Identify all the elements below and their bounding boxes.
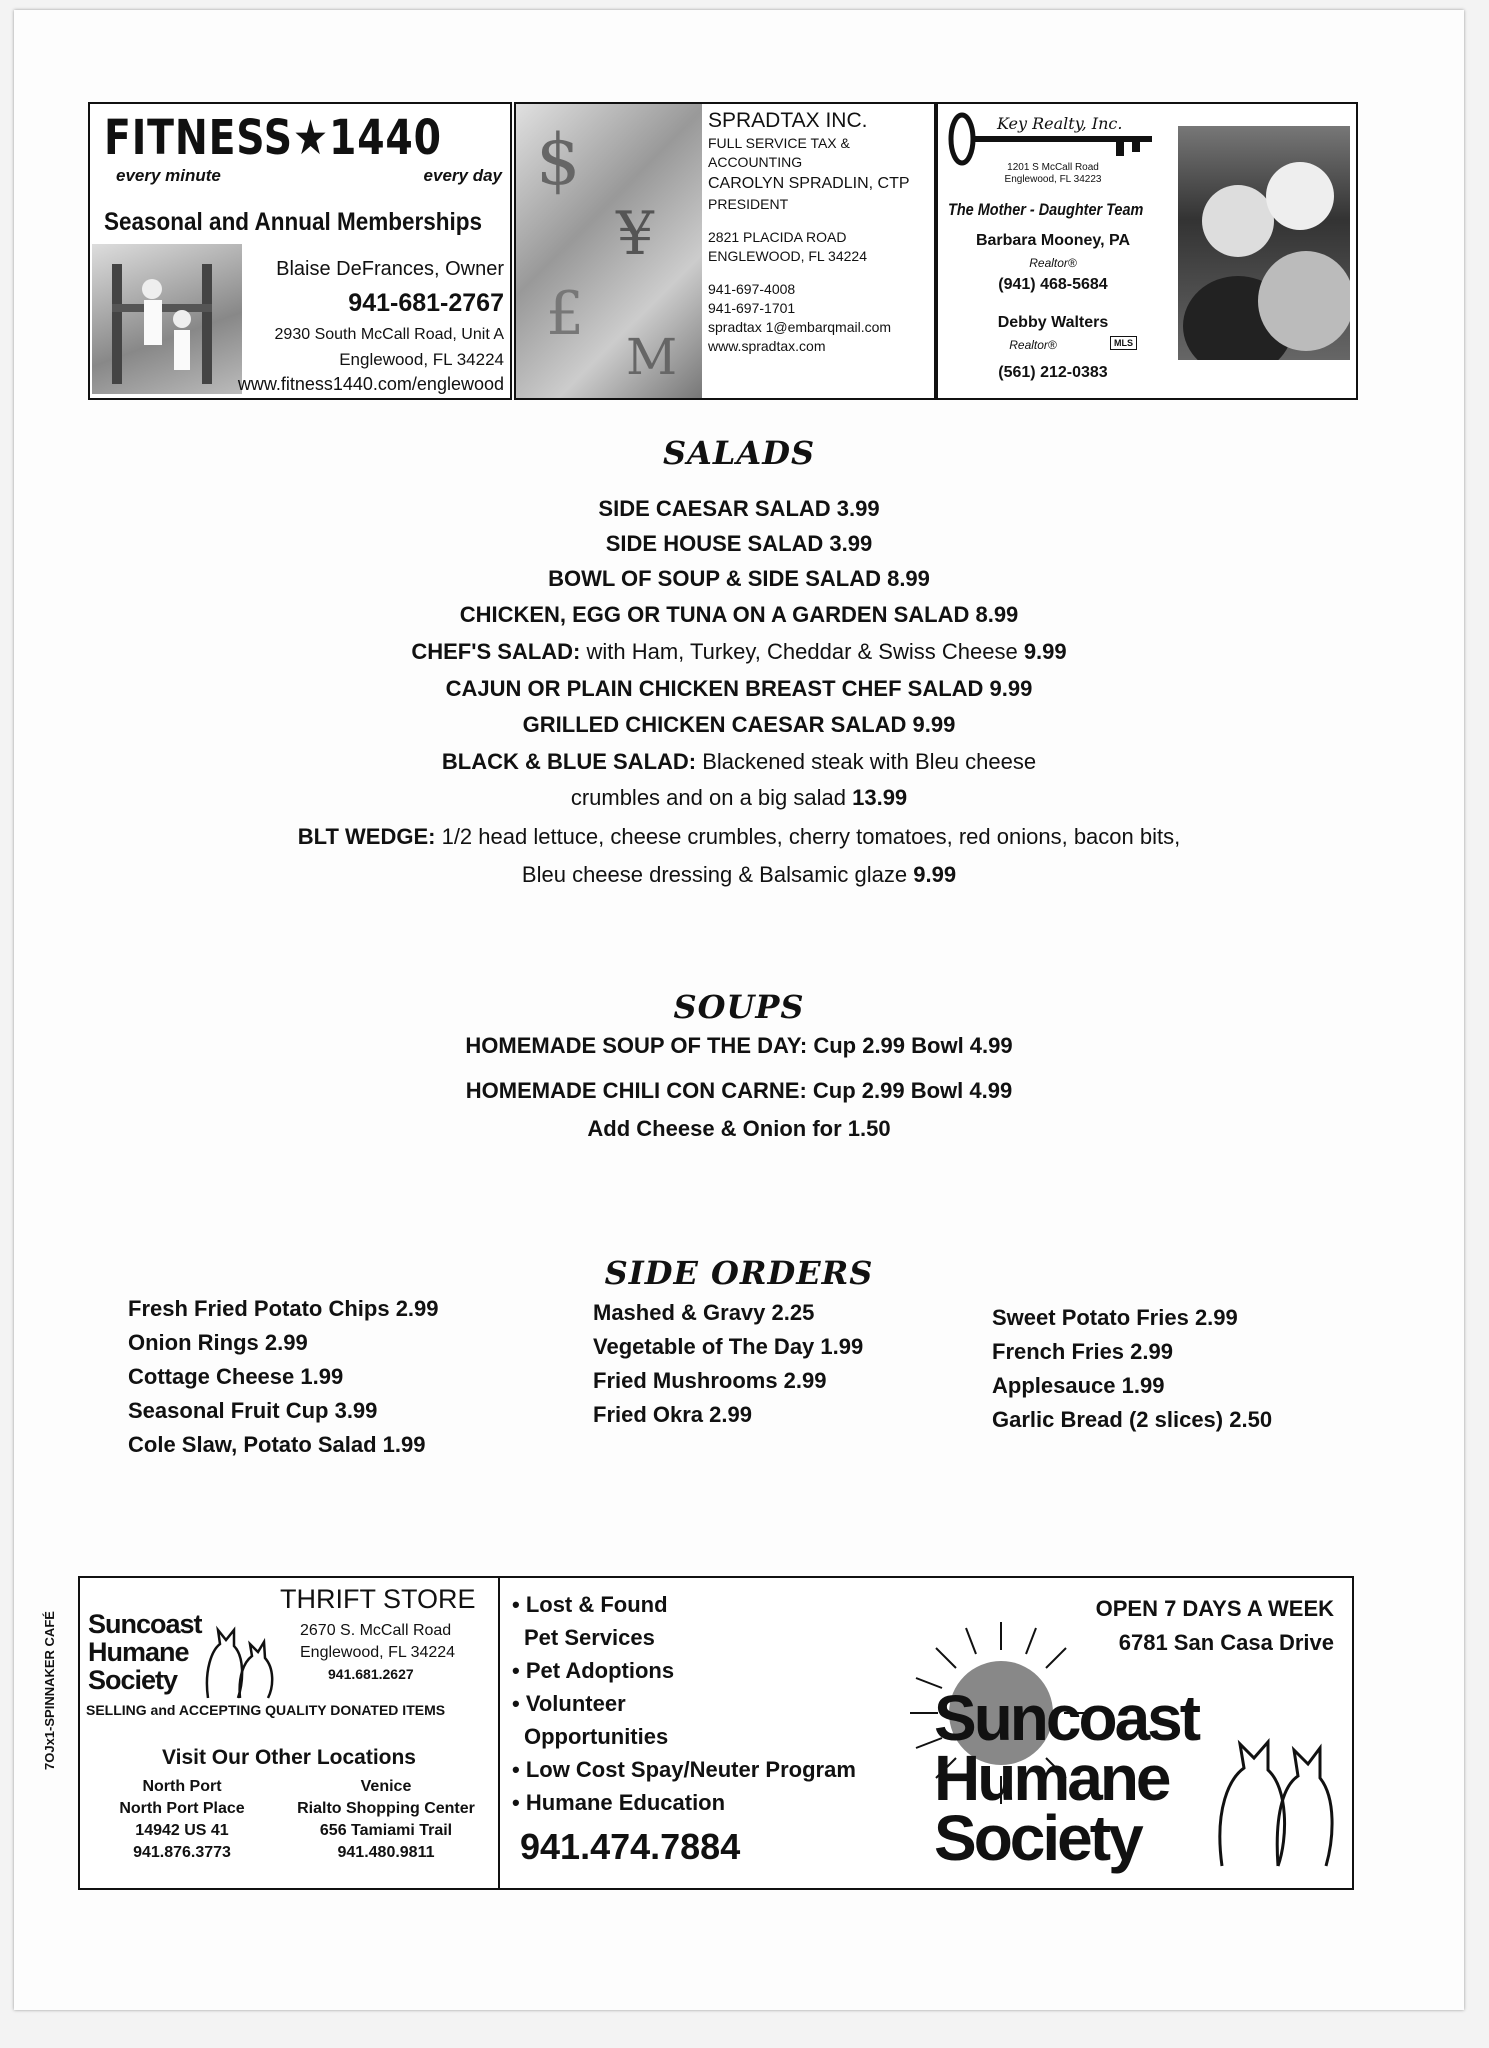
location-venice — [286, 1776, 486, 1864]
location-line: Venice — [360, 1778, 412, 1795]
service-item: • Pet Adoptions — [512, 1658, 675, 1683]
services-list — [512, 1588, 856, 1819]
mls-label: MLS — [1114, 338, 1133, 348]
side-item: Seasonal Fruit Cup 3.99 — [128, 1398, 378, 1423]
big-logo-line: Humane — [934, 1742, 1169, 1814]
salad-item — [14, 712, 1464, 738]
side-orders-heading: SIDE ORDERS — [604, 1254, 874, 1292]
agents-portrait-icon — [1178, 126, 1350, 360]
salad-item — [14, 862, 1464, 888]
salad-item-name: GRILLED CHICKEN CAESAR SALAD 9.99 — [522, 712, 956, 737]
salad-item-price: 9.99 — [913, 862, 957, 887]
salad-item-name: SIDE HOUSE SALAD 3.99 — [605, 531, 873, 556]
side-item: French Fries 2.99 — [992, 1339, 1173, 1364]
fitness-address1: 2930 South McCall Road, Unit A — [274, 326, 504, 343]
salad-item — [14, 496, 1464, 522]
salad-item-desc: Bleu cheese dressing & Balsamic glaze — [521, 862, 914, 887]
svg-text:£: £ — [546, 279, 585, 349]
location-line: 14942 US 41 — [135, 1822, 229, 1839]
keyrealty-team: The Mother - Daughter Team — [948, 200, 1144, 219]
location-line: 941.876.3773 — [133, 1844, 231, 1861]
service-item: Pet Services — [524, 1625, 655, 1650]
big-logo-line: Society — [934, 1802, 1141, 1874]
location-line: North Port Place — [119, 1800, 245, 1817]
gym-equipment-icon — [92, 244, 242, 394]
keyrealty-role1: Realtor® — [1029, 256, 1077, 270]
logo-line: Humane — [88, 1637, 189, 1667]
side-item: Onion Rings 2.99 — [128, 1330, 308, 1355]
location-north-port — [92, 1776, 272, 1864]
side-orders-col1 — [128, 1292, 439, 1462]
big-logo-line: Suncoast — [934, 1682, 1199, 1754]
side-item: Fried Okra 2.99 — [593, 1402, 752, 1427]
open-hours: OPEN 7 DAYS A WEEK — [1095, 1596, 1334, 1621]
spradtax-line: ENGLEWOOD, FL 34224 — [708, 248, 867, 264]
fitness-photo — [92, 244, 242, 394]
svg-text:$: $ — [536, 119, 581, 201]
fitness-url: www.fitness1440.com/englewood — [237, 374, 504, 394]
soup-addon: Add Cheese & Onion for 1.50 — [587, 1116, 891, 1141]
salad-item-desc: crumbles and on a big salad — [570, 785, 853, 810]
visit-locations: Visit Our Other Locations — [162, 1746, 416, 1769]
side-item: Cole Slaw, Potato Salad 1.99 — [128, 1432, 426, 1457]
salad-item-name: BLACK & BLUE SALAD: — [441, 749, 697, 774]
thrift-title: THRIFT STORE — [280, 1584, 476, 1614]
soup-item: HOMEMADE SOUP OF THE DAY: Cup 2.99 Bowl 4.99 — [465, 1033, 1013, 1058]
cats-icon — [198, 1620, 280, 1705]
humane-logo-large — [934, 1682, 1199, 1874]
spradtax-line: FULL SERVICE TAX & — [708, 135, 850, 151]
salad-item-name: SIDE CAESAR SALAD 3.99 — [598, 496, 880, 521]
money-art-icon — [516, 104, 702, 398]
keyrealty-address2: Englewood, FL 34223 — [1004, 174, 1102, 185]
menu-page — [14, 10, 1464, 2010]
spradtax-text — [708, 108, 930, 356]
side-item: Vegetable of The Day 1.99 — [593, 1334, 864, 1359]
spradtax-ad — [514, 102, 936, 400]
service-item: • Humane Education — [512, 1790, 726, 1815]
salad-item — [14, 824, 1464, 850]
fitness-phone: 941-681-2767 — [348, 289, 504, 317]
fitness-logo-name: FITNESS — [104, 110, 293, 166]
spradtax-line: 941-697-4008 — [708, 281, 796, 297]
keyrealty-logo: Key Realty, Inc. — [994, 114, 1125, 133]
thrift-address2: Englewood, FL 34224 — [300, 1644, 456, 1661]
svg-text:¥: ¥ — [616, 199, 655, 269]
side-item: Mashed & Gravy 2.25 — [593, 1300, 815, 1325]
soups-heading: SOUPS — [673, 988, 805, 1026]
side-item: Garlic Bread (2 slices) 2.50 — [992, 1407, 1273, 1432]
shelter-address: 6781 San Casa Drive — [1118, 1630, 1334, 1655]
humane-logo-small — [88, 1610, 202, 1694]
salad-item-desc: 1/2 head lettuce, cheese crumbles, cherry tomatoes, red onions, bacon bits, — [435, 824, 1181, 849]
salads-heading: SALADS — [662, 434, 816, 472]
keyrealty-role2: Realtor® — [1009, 338, 1057, 352]
logo-line: Society — [88, 1665, 178, 1695]
salad-item-price: 13.99 — [852, 785, 908, 810]
spradtax-artwork — [516, 104, 702, 398]
thrift-panel — [80, 1578, 500, 1888]
humane-society-ad — [78, 1576, 1354, 1890]
thrift-selling: SELLING and ACCEPTING QUALITY DONATED ITEMS — [86, 1702, 446, 1718]
side-orders-col3 — [992, 1301, 1272, 1437]
spradtax-company: SPRADTAX INC. — [708, 109, 868, 132]
keyrealty-agent1: Barbara Mooney, PA — [975, 232, 1131, 249]
thrift-phone: 941.681.2627 — [328, 1666, 414, 1682]
mls-icon — [1110, 336, 1137, 350]
salad-item-name: CAJUN OR PLAIN CHICKEN BREAST CHEF SALAD 9.99 — [445, 676, 1033, 701]
spradtax-line: ACCOUNTING — [708, 154, 803, 170]
salad-item — [14, 602, 1464, 628]
service-item: • Lost & Found — [512, 1592, 668, 1617]
salad-item-desc: Blackened steak with Bleu cheese — [696, 749, 1037, 774]
soup-item: HOMEMADE CHILI CON CARNE: Cup 2.99 Bowl 4.99 — [465, 1078, 1013, 1103]
fitness-headline: Seasonal and Annual Memberships — [104, 208, 483, 236]
keyrealty-ad — [936, 102, 1358, 400]
main-phone: 941.474.7884 — [520, 1826, 741, 1867]
side-item: Applesauce 1.99 — [992, 1373, 1165, 1398]
side-item: Fresh Fried Potato Chips 2.99 — [128, 1296, 439, 1321]
spradtax-line: CAROLYN SPRADLIN, CTP — [708, 175, 910, 192]
location-line: 941.480.9811 — [337, 1844, 435, 1861]
salad-item-name: BLT WEDGE: — [297, 824, 436, 849]
salad-item — [14, 566, 1464, 592]
side-item: Fried Mushrooms 2.99 — [593, 1368, 827, 1393]
location-line: 656 Tamiami Trail — [319, 1822, 453, 1839]
location-line: Rialto Shopping Center — [297, 1800, 475, 1817]
agents-photo — [1178, 126, 1350, 360]
fitness-tag-left: every minute — [116, 166, 221, 185]
salad-item — [14, 676, 1464, 702]
fitness-owner: Blaise DeFrances, Owner — [276, 258, 504, 280]
salad-item-name: CHEF'S SALAD: — [411, 639, 581, 664]
spradtax-line: spradtax 1@embarqmail.com — [708, 319, 892, 335]
salad-item-name: CHICKEN, EGG OR TUNA ON A GARDEN SALAD 8.99 — [459, 602, 1019, 627]
keyrealty-address1: 1201 S McCall Road — [1007, 162, 1099, 173]
side-orders-col2 — [593, 1296, 863, 1432]
service-item: • Volunteer — [512, 1691, 626, 1716]
salad-item — [14, 785, 1464, 811]
logo-line: Suncoast — [88, 1609, 202, 1639]
spradtax-line: www.spradtax.com — [708, 338, 826, 354]
keyrealty-agent2: Debby Walters — [997, 314, 1109, 331]
service-item: • Low Cost Spay/Neuter Program — [512, 1757, 856, 1782]
fitness-logo-number: 1440 — [328, 110, 442, 166]
star-icon: ★ — [292, 110, 329, 166]
side-item: Sweet Potato Fries 2.99 — [992, 1305, 1238, 1330]
keyrealty-phone1: (941) 468-5684 — [998, 276, 1108, 293]
side-code: 7OJx1-SPINNAKER CAFÉ — [42, 1611, 57, 1770]
svg-text:M: M — [626, 328, 678, 386]
spradtax-line: 941-697-1701 — [708, 300, 796, 316]
keyrealty-phone2: (561) 212-0383 — [998, 364, 1108, 381]
salad-item-price: 9.99 — [1023, 639, 1067, 664]
fitness-ad — [88, 102, 512, 400]
salad-item — [14, 531, 1464, 557]
salad-item — [14, 749, 1464, 775]
salad-item-name: BOWL OF SOUP & SIDE SALAD 8.99 — [548, 566, 930, 591]
fitness-tag-right: every day — [423, 166, 502, 185]
spradtax-line: 2821 PLACIDA ROAD — [708, 229, 847, 245]
spradtax-line: PRESIDENT — [708, 196, 789, 212]
thrift-address1: 2670 S. McCall Road — [300, 1622, 452, 1639]
fitness-logo — [104, 110, 442, 166]
location-line: North Port — [142, 1778, 222, 1795]
side-item: Cottage Cheese 1.99 — [128, 1364, 344, 1389]
cats-large-icon — [1208, 1688, 1338, 1873]
fitness-address2: Englewood, FL 34224 — [339, 350, 504, 369]
salad-item — [14, 639, 1464, 665]
salad-item-desc: with Ham, Turkey, Cheddar & Swiss Cheese — [580, 639, 1024, 664]
service-item: Opportunities — [524, 1724, 669, 1749]
